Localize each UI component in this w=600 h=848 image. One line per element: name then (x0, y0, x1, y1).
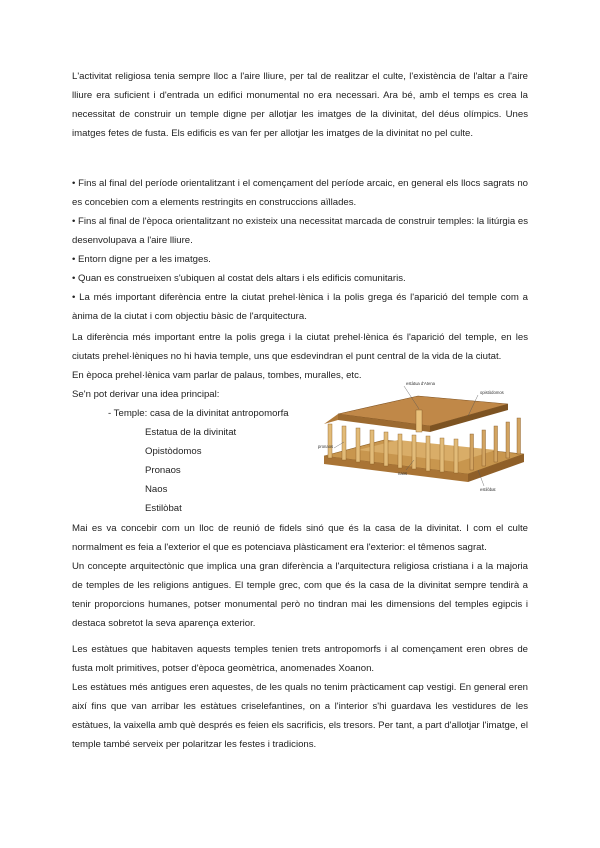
temple-parts-list (108, 404, 289, 518)
third-paragraph: Mai es va concebir com un lloc de reunió de fidels sinó que és la casa de la divinitat. I com el culte normalment es feia a l'exterior el que es potenciava plàsticament era l'exterior: el têmenos sagrat. Un concepte arquitectònic que implica una gran diferència a l'arquitectura religiosa cristiana i a la majoria de temples de les religions antigues. El temple grec, com que és la casa de la divinitat sempre tendirà a tenir proporcions humanes, potser monumental però no tindran mai les dimensions del temples egipcis i destaca sobretot la seva aparença exterior. (72, 523, 528, 629)
label-pronaos: pronaos (318, 444, 334, 449)
fourth-paragraph: Les estàtues que habitaven aquests temples tenien trets antropomorfs i al començament eren obres de fusta molt primitives, potser d'època geomètrica, anomenades Xoanon. Les estàtues més antigues eren aquestes, de les quals no tenim pràcticament cap vestigi. En general eren així fins que van arribar les estàtues criselefantines, on a l'interior s'hi guardava les vestidures de les estàtues, la vaixella amb què després es feien els sacrificis, els tresors. Per tant, a part d'allotjar l'imatge, el temple també serveix per polaritzar les festes i tradicions. (72, 644, 528, 750)
intro-paragraph: L'activitat religiosa tenia sempre lloc a l'aire lliure, per tal de realitzar el culte, l'existència de l'altar a l'aire lliure era suficient i d'entrada un edifici monumental no era necessari. Ara bé, amb el temps es crea la necessitat de construir un temple digne per allotjar les imatges de la divinitat, del déus olímpics. Unes imatges fetes de fusta. Els edificis es van fer per allotjar les imatges de la divinitat no pel culte. (72, 71, 528, 139)
list-item: Estatua de la divinitat (145, 427, 237, 438)
list-item: • Fins al final del període orientalitzant i el començament del període arcaic, en general els llocs sagrats no es concebien com a elements restringits en construccions aïllades. (72, 178, 528, 208)
label-opisthodomos: opistòdomos (480, 390, 504, 395)
temple-illustration (318, 380, 528, 496)
list-item: • La més important diferència entre la ciutat prehel·lènica i la polis grega és l'aparició del temple com a ànima de la ciutat i com objectiu bàsic de l'arquitectura. (72, 292, 528, 322)
second-paragraph: La diferència més important entre la polis grega i la ciutat prehel·lènica és l'aparició del temple, en les ciutats prehel·lèniques no hi havia temple, uns que esdevindran el punt central de la vida de la ciutat. En època prehel·lènica vam parlar de palaus, tombes, muralles, etc. Se'n pot derivar una idea principal: (72, 332, 528, 400)
list-item: • Fins al final de l'època orientalitzant no existeix una necessitat marcada de construir temples: la litúrgia es desenvolupava a l'aire lliure. (72, 216, 528, 246)
list-item: Naos (145, 484, 168, 495)
list-item: • Entorn digne per a les imatges. (72, 254, 211, 265)
list-item: Pronaos (145, 465, 181, 476)
label-stylobate: estilòbat (480, 487, 496, 492)
list-item: Opistòdomos (145, 446, 202, 457)
label-statue: estàtua d'Atena (406, 381, 435, 386)
bullet-list (72, 174, 528, 326)
list-item: • Quan es construeixen s'ubiquen al costat dels altars i els edificis comunitaris. (72, 273, 406, 284)
list-item: Estilòbat (145, 503, 182, 514)
temple-parts-main: - Temple: casa de la divinitat antropomorfa (108, 408, 289, 419)
label-naos: naos (398, 471, 408, 476)
